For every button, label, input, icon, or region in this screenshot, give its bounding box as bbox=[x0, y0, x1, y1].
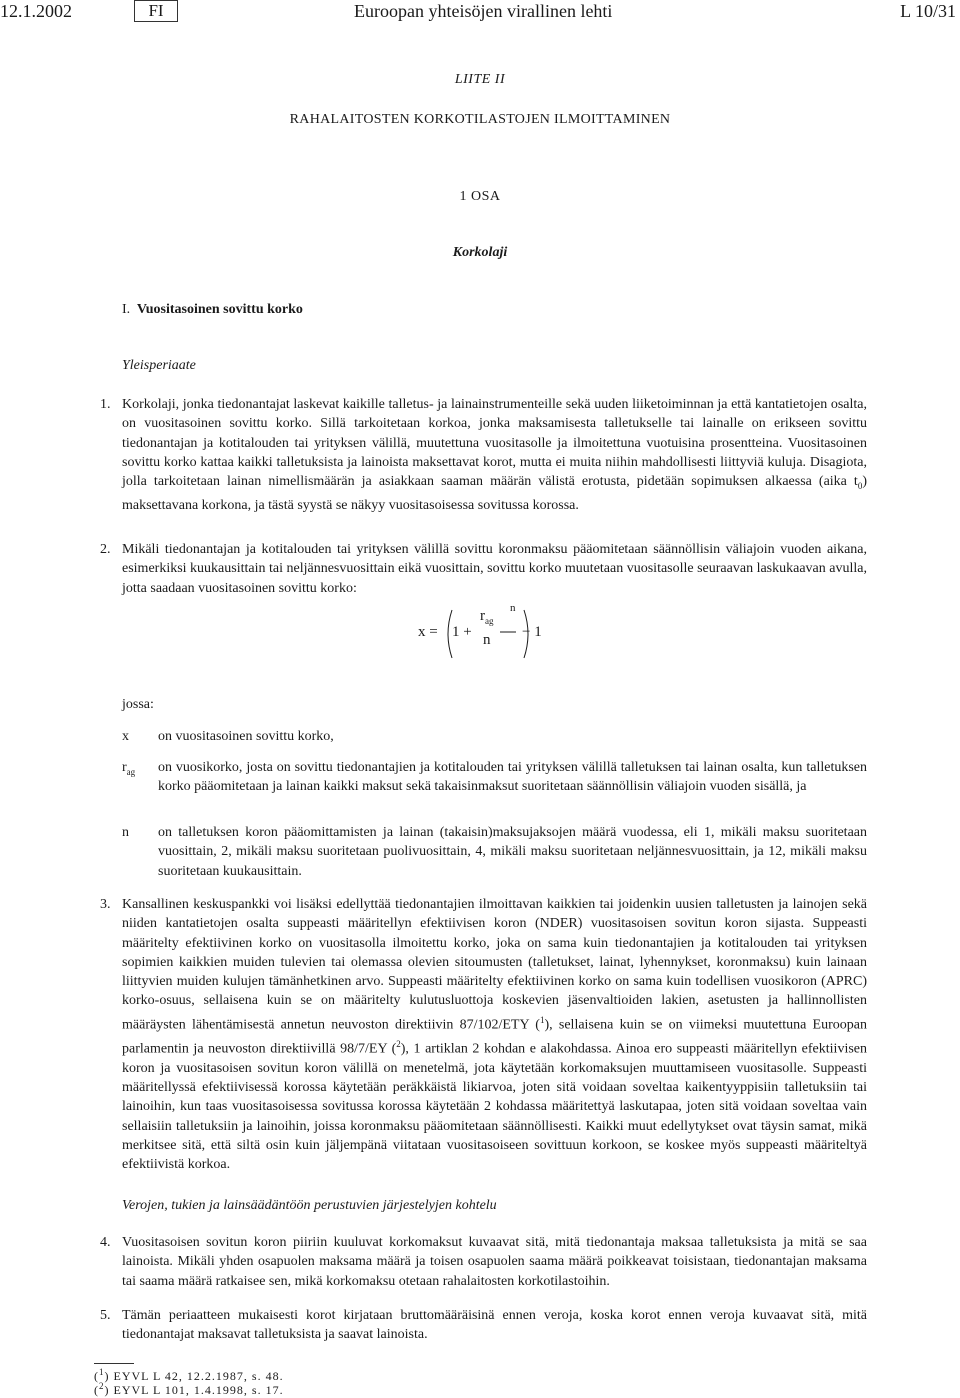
footnote: ($^2$) EYVL L 101, 1.4.1998, s. 17. bbox=[94, 1381, 284, 1397]
part-label: 1 OSA bbox=[459, 189, 501, 204]
symbol-sub: ag bbox=[126, 766, 136, 777]
paragraph-text: Vuositasoisen sovitun koron piiriin kuuluvat korkomaksut kuvaavat sitä, mitä tiedonantaja maksaa talletuksista ja mitä se saa lainoista. Mikäli yhden osapuolen maksama määrä ja toisen osapuolen saama määrä poikkeavat toisistaan, tiedonantajan maksama tai saama määrä ratkaisee sen, mikä korkomaksu otetaan rahalaitosten korkotilastoihin. bbox=[122, 1235, 867, 1289]
paragraph-number: 1. bbox=[100, 397, 111, 412]
footnote-text: EYVL L 42, 12.2.1987, s. 48. bbox=[113, 1369, 284, 1383]
formula-one-plus: 1 + bbox=[452, 624, 472, 640]
definition-symbol: x bbox=[122, 729, 129, 744]
paragraph-number: 2. bbox=[100, 542, 111, 557]
header-date: 12.1.2002 bbox=[0, 1, 72, 21]
subheading-principle: Yleisperiaate bbox=[122, 358, 196, 373]
footnote-ref[interactable]: 2 bbox=[396, 1038, 401, 1049]
paragraph-text: Kansallinen keskuspankki voi lisäksi edellyttää tiedonantajien ilmoittavan kaikkien tai joidenkin uusien talletusten ja lainojen sekä niiden kantatietojen osalta suppeasti määritellyn efektiivisen koron (NDER) vuositasoisen sovitun koron sijasta. Suppeasti määritelty efektiivinen korko on vuositasolla ilmoitettu korko, joka on sama kuin tiedonantajien ja kotitalouden tai yrityksen sopimien kaikkien muiden tulevien tai olemassa olevien sitoumusten (talletukset, lainat, lyhennykset, koronmaksu) kuin lainaan liittyvien muiden kulujen tämänhetkinen arvo. Suppeasti määritelty efektiivinen korko on sama kuin todellisen vuosikoron (APRC) korko-osuus, sellaisena kuin se on määritelty kulutusluottoja koskevien jäsenvaltioiden lakien, asetusten ja hallinnollisten määräysten lähentämisestä annetun neuvoston direktiivin 87/102/ETY ( bbox=[122, 897, 867, 1033]
definition-symbol: n bbox=[122, 825, 129, 840]
formula-exponent: n bbox=[510, 602, 516, 614]
paragraph-number: 4. bbox=[100, 1235, 111, 1250]
formula-r: r bbox=[480, 608, 485, 624]
definition-text: on talletuksen koron pääomittamisten ja lainan (takaisin)maksujaksojen määrä vuodessa, eli 1, mikäli maksu suoritetaan vuosittain, 2, mikäli maksu suoritetaan puolivuosittain, 4, mikäli maksu suoritetaan neljännesvuosittain, ja 12, mikäli maksu suoritetaan kuukausittain. bbox=[158, 825, 867, 879]
page-number: L 10/31 bbox=[900, 1, 956, 21]
section-number: I. bbox=[122, 302, 131, 317]
paragraph-text: Mikäli tiedonantajan ja kotitalouden tai yrityksen välillä sovittu koronmaksu pääomitetaan säännöllisin väliajoin vuoden aikana, esimerkiksi kuukausittain tai neljännesvuosittain eikä vuosittain, sovittu korko muutetaan vuositasolle seuraavan laskukaavan avulla, jotta saadaan vuositasoinen sovittu korko: bbox=[122, 542, 867, 596]
formula-r-sub: ag bbox=[485, 616, 494, 626]
paragraph-text: ) maksettavana korkona, ja tästä syystä se näkyy vuositasoisessa sovitussa korossa. bbox=[122, 474, 867, 514]
language-badge: FI bbox=[134, 0, 178, 22]
where-label: jossa: bbox=[122, 697, 154, 712]
definition-symbol bbox=[122, 758, 135, 782]
paragraph-text: ), 1 artiklan 2 kohdan e alakohdassa. Ainoa ero suppeasti määritellyn efektiivisen koron ja vuositasoisen sovitun koron välillä on menetelmä, jota käytetään korkomaksujen muuttamiseen vuositasolle. Suppeasti määritellyssä efektiivisessä korossa käytetään peräkkäistä likiarvoa, joten sitä voidaan soveltaa kaikentyyppisiin talletuksiin tai lainoihin, kun taas vuositasoisessa sovitussa korossa käytetään 2 kohdassa määritettyä laskutapaa, joten sitä voidaan soveltaa vain sellaisiin talletuksiin ja lainoihin, joissa koronmaksu pääomitetaan säännöllisesti. Kaikki muut edellytykset ovat täysin samat, mikä merkitsee sitä, että siltä osin kuin jäljempänä viitataan vuositasoiseen sovittuun korkoon, se koskee myös suppeasti määriteltyä efektiivistä korkoa. bbox=[122, 1041, 867, 1173]
paragraph-1 bbox=[100, 395, 867, 516]
formula-minus-one: − 1 bbox=[522, 624, 542, 640]
page-header bbox=[0, 0, 960, 22]
paragraph-number: 5. bbox=[100, 1308, 111, 1323]
annex-label: LIITE II bbox=[454, 72, 506, 87]
symbol-r: r bbox=[122, 760, 127, 775]
main-title: RAHALAITOSTEN KORKOTILASTOJEN ILMOITTAMINEN bbox=[289, 112, 671, 127]
definition-text: on vuositasoinen sovittu korko, bbox=[158, 729, 334, 744]
subheading-taxes: Verojen, tukien ja lainsäädäntöön perustuvien järjestelyjen kohtelu bbox=[122, 1198, 497, 1213]
paragraph-text: ), sellaisena kuin se on viimeksi muutettuna Euroopan parlamentin ja neuvoston direktiivillä 98/7/EY ( bbox=[122, 1017, 867, 1057]
subscript: 0 bbox=[857, 480, 863, 491]
footnote-mark: 2 bbox=[99, 1381, 105, 1391]
paragraph-number: 3. bbox=[100, 897, 111, 912]
footnote: ($^1$) EYVL L 42, 12.2.1987, s. 48. bbox=[94, 1367, 284, 1383]
footnote-divider bbox=[94, 1363, 134, 1364]
definition-text: on vuosikorko, josta on sovittu tiedonantajien ja kotitalouden tai yrityksen välillä talletuksen tai lainan osalta, kun talletuksen korko pääomitetaan ja lainan kaikki maksut sekä takaisinmaksut suoritetaan säännöllisin väliajoin vuoden sisällä, ja bbox=[158, 760, 867, 795]
paragraph-text: Korkolaji, jonka tiedonantajat laskevat kaikille talletus- ja lainainstrumenteille sekä uuden liiketoiminnan ja että kantatietojen osalta, on vuositasoinen sovittu korko. Sillä tarkoitetaan korkoa, jonka maksamisesta talletukselle tai lainalle on erikseen sovittu tiedonantajan ja kotitalouden tai yrityksen välillä, muutettuna vuositasolle ja ilmoitettuna vuotuisina prosentteina. Vuositasoinen sovittu korko kattaa kaikki talletuksista ja lainoista maksettavat korot, mutta ei muita niihin mahdollisesti liittyviä kuluja. Disagiota, jolla tarkoitetaan lainan nimellismäärän ja asiakkaan saaman määrän välistä erotusta, pidetään sopimuksen alkaessa (aika t bbox=[122, 397, 867, 490]
journal-title: Euroopan yhteisöjen virallinen lehti bbox=[354, 1, 613, 21]
footnote-mark: 1 bbox=[99, 1367, 105, 1377]
footnote-ref[interactable]: 1 bbox=[539, 1014, 545, 1025]
paragraph-text: Tämän periaatteen mukaisesti korot kirjataan bruttomääräisinä ennen veroja, koska korot ennen veroja kuvaavat sitä, mitä tiedonantajat maksavat talletuksista ja saavat lainoista. bbox=[122, 1308, 867, 1343]
paragraph-5 bbox=[100, 1306, 867, 1345]
section-heading bbox=[122, 302, 303, 318]
formula-lhs: x = bbox=[418, 624, 438, 640]
footnote-text: EYVL L 101, 1.4.1998, s. 17. bbox=[113, 1383, 284, 1397]
formula-denominator: n bbox=[483, 632, 491, 648]
paragraph-3 bbox=[100, 895, 867, 1174]
formula-rate bbox=[480, 608, 494, 626]
section-title: Vuositasoinen sovittu korko bbox=[136, 302, 303, 317]
chapter-title: Korkolaji bbox=[452, 245, 508, 260]
annualisation-formula bbox=[418, 602, 558, 662]
paragraph-2 bbox=[100, 540, 867, 598]
paragraph-4 bbox=[100, 1233, 867, 1291]
